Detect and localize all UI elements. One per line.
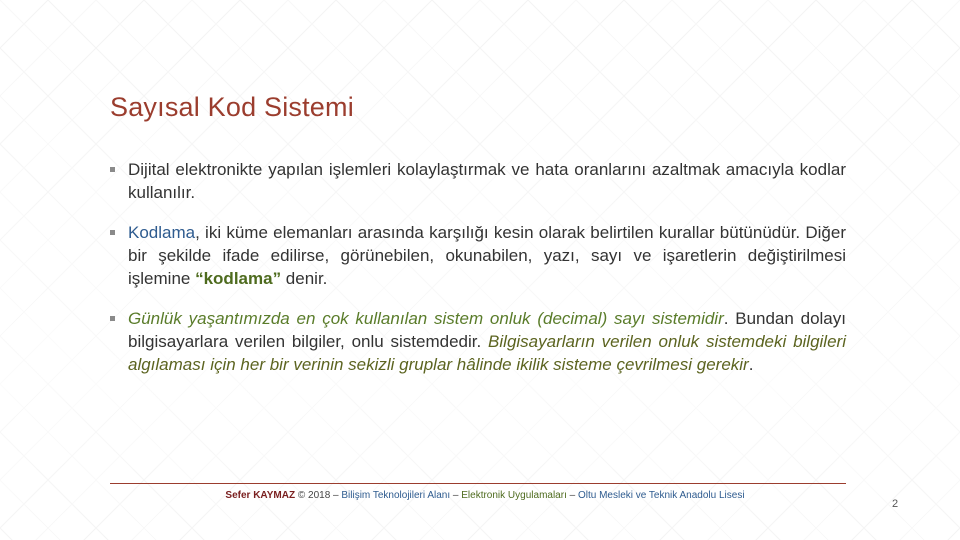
footer-author: Sefer KAYMAZ bbox=[225, 490, 296, 501]
footer-field: Bilişim Teknolojileri Alanı bbox=[341, 490, 451, 501]
bullet-item bbox=[110, 307, 846, 376]
bullet-square-icon bbox=[110, 316, 115, 321]
bullet-text-end: . bbox=[748, 355, 754, 374]
footer-school: Oltu Mesleki ve Teknik Anadolu Lisesi bbox=[577, 490, 745, 501]
footer bbox=[190, 490, 780, 501]
footer-separator: – bbox=[450, 490, 462, 501]
bullet-text-end: denir. bbox=[281, 269, 328, 288]
keyword-kodlama: Kodlama bbox=[128, 223, 196, 242]
footer-year: © 2018 – bbox=[295, 490, 342, 501]
bullet-item bbox=[110, 221, 846, 290]
keyword-quoted: “kodlama” bbox=[195, 269, 282, 288]
slide-title: Sayısal Kod Sistemi bbox=[110, 92, 354, 122]
footer-course: Elektronik Uygulamaları bbox=[461, 490, 567, 501]
page-number: 2 bbox=[892, 498, 899, 510]
bullet-square-icon bbox=[110, 167, 115, 172]
italic-text: Bilgisayarların verilen onluk sistemdeki bilgileri algılaması için her bir verinin sekizli gruplar hâlinde ikilik sisteme çevrilmesi gerekir bbox=[128, 332, 846, 374]
bullet-text: , iki küme elemanları arasında karşılığı kesin olarak belirtilen kurallar bütünüdür. Diğer bir şekilde ifade edilirse, görünebilen, okunabilen, yazı, sayı ve işaretlerin değiştirilmesi işlemine bbox=[128, 223, 846, 288]
footer-divider bbox=[110, 483, 846, 484]
bullet-item bbox=[110, 158, 846, 204]
bullet-list bbox=[110, 158, 846, 393]
bullet-text: Dijital elektronikte yapılan işlemleri kolaylaştırmak ve hata oranlarını azaltmak amacıyla kodlar kullanılır. bbox=[128, 160, 846, 202]
bullet-square-icon bbox=[110, 230, 115, 235]
footer-separator: – bbox=[566, 490, 578, 501]
bullet-text: . Bundan dolayı bilgisayarlara verilen bilgiler, onlu sistemdedir. bbox=[128, 309, 846, 351]
italic-text: Günlük yaşantımızda en çok kullanılan sistem onluk (decimal) sayı sistemidir bbox=[128, 309, 724, 328]
